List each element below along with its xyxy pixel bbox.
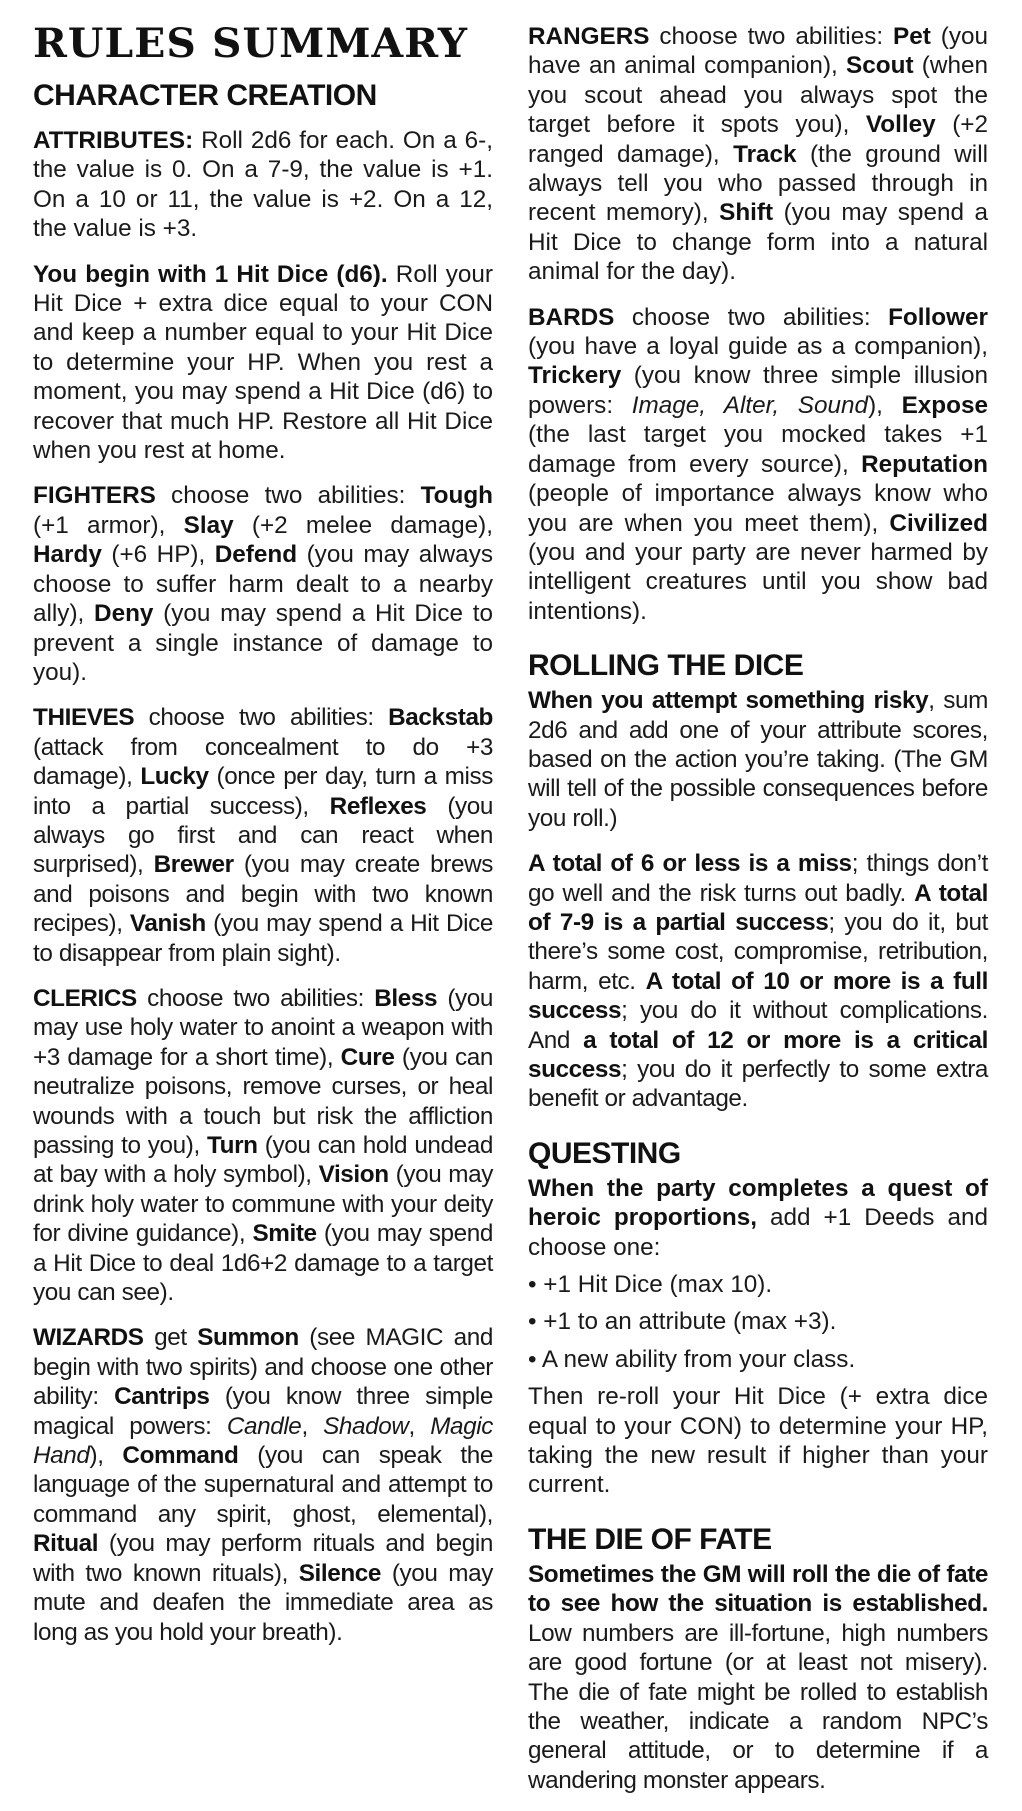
ability-name: Scout	[846, 52, 914, 80]
ability-text: (you have a loyal guide as a companion),	[528, 333, 988, 361]
rule-emphasis: a total of 12 or more is a critical success	[528, 1026, 988, 1083]
ability-name: Smite	[252, 1220, 317, 1248]
ability-text: (you may spend a Hit Dice to change form into a natural animal for the day).	[528, 199, 988, 286]
ability-name: Ritual	[33, 1530, 99, 1558]
intro-text: choose two abilities:	[134, 704, 389, 732]
ability-name: Volley	[865, 111, 936, 139]
ability-text: (+6 HP),	[101, 541, 215, 569]
ability-text: (you may mute and deafen the immediate area as long as you hold your breath).	[33, 1559, 493, 1646]
die-of-fate-paragraph	[528, 1560, 988, 1795]
ability-text: (you may drink holy water to commune with your deity for divine guidance),	[33, 1161, 493, 1248]
ability-text: (you may perform rituals and begin with two known rituals),	[33, 1530, 493, 1587]
ability-name: Cantrips	[114, 1383, 210, 1411]
class-name: CLERICS	[33, 984, 137, 1012]
questing-option: • A new ability from your class.	[528, 1345, 856, 1373]
class-name: WIZARDS	[33, 1324, 144, 1352]
ability-name: Brewer	[153, 851, 234, 879]
ability-name: Vanish	[129, 910, 206, 938]
ability-text: (people of importance always know who you are when you meet them),	[528, 480, 988, 537]
power-name: Candle	[226, 1412, 302, 1440]
ability-text: (the ground will always tell you who passed through in recent memory),	[528, 140, 988, 227]
wizards-paragraph	[33, 1323, 493, 1646]
ability-text: (you know three simple illusion powers:	[528, 362, 988, 419]
separator: ,	[301, 1412, 324, 1440]
rule-text: , sum 2d6 and add one of your attribute scores, based on the action you’re taking. (The GM will tell of the possible consequences before you roll.)	[528, 687, 988, 832]
ability-text: (the last target you mocked takes +1 damage from every source),	[528, 421, 988, 478]
ability-name: Track	[733, 140, 797, 168]
questing-intro	[528, 1174, 988, 1262]
ability-name: Silence	[298, 1559, 382, 1587]
attributes-text: Roll 2d6 for each. On a 6-, the value is 0. On a 7-9, the value is +1. On a 10 or 11, the value is +2. On a 12, the value is +3.	[33, 127, 493, 243]
thieves-paragraph	[33, 703, 493, 968]
fighters-paragraph	[33, 481, 493, 687]
ability-text: (you may use holy water to anoint a weapon with +3 damage for a short time),	[33, 984, 494, 1071]
ability-name: Hardy	[33, 541, 102, 569]
ability-text: (once per day, turn a miss into a partial success),	[33, 763, 493, 820]
intro-text: choose two abilities:	[136, 984, 375, 1012]
ability-name: Summon	[197, 1324, 299, 1352]
ability-text: (you may spend a Hit Dice to deal 1d6+2 damage to a target you can see).	[33, 1220, 493, 1307]
ability-text: (+1 armor),	[33, 511, 184, 539]
hit-dice-paragraph	[33, 260, 493, 466]
ability-name: Reflexes	[329, 792, 427, 820]
ability-text: (you may spend a Hit Dice to prevent a single instance of damage to you).	[33, 600, 493, 686]
ability-text: (you may spend a Hit Dice to disappear from plain sight).	[33, 910, 493, 967]
left-column	[33, 20, 493, 1663]
die-of-fate-heading: THE DIE OF FATE	[528, 1522, 772, 1556]
ability-text: (you can neutralize poisons, remove curses, or heal wounds with a touch but risk the affliction passing to you),	[33, 1043, 493, 1159]
class-name: THIEVES	[33, 704, 135, 732]
ability-text: (you have an animal companion),	[528, 23, 988, 80]
page-title: RULES SUMMARY	[33, 20, 469, 67]
ability-name: Follower	[888, 303, 988, 331]
right-column	[528, 22, 988, 1811]
intro-text: choose two abilities:	[649, 23, 894, 50]
ability-name: Command	[122, 1442, 239, 1470]
intro-text: choose two abilities:	[614, 303, 889, 331]
class-name: BARDS	[528, 303, 615, 331]
bards-paragraph	[528, 303, 988, 626]
ability-name: Trickery	[528, 362, 622, 390]
ability-name: Shift	[719, 199, 774, 227]
ability-name: Bless	[374, 984, 438, 1012]
ability-name: Defend	[214, 541, 298, 569]
rule-text: Low numbers are ill-fortune, high numbers are good fortune (or at least not misery). The die of fate might be rolled to establish the weather, indicate a random NPC’s general attitude, or to determine if a wandering monster appears.	[528, 1619, 988, 1794]
ability-name: Cure	[340, 1043, 395, 1071]
rule-text: ; things don’t go well and the risk turns out badly.	[528, 850, 988, 907]
rolling-paragraph-1	[528, 686, 988, 833]
ability-name: Slay	[183, 511, 234, 539]
questing-option: • +1 Hit Dice (max 10).	[528, 1271, 773, 1299]
ability-text: (when you scout ahead you always spot the target before it spots you),	[528, 52, 988, 139]
ability-name: Reputation	[861, 450, 988, 478]
hit-dice-label: You begin with 1 Hit Dice (d6).	[33, 260, 388, 288]
ability-text: (you always go first and can react when surprised),	[33, 792, 493, 879]
ability-text: (+2 ranged damage),	[528, 111, 989, 168]
ability-text: (you may always choose to suffer harm dealt to a nearby ally),	[33, 541, 493, 628]
rolling-dice-heading: ROLLING THE DICE	[528, 649, 804, 683]
class-name: FIGHTERS	[33, 482, 156, 510]
attributes-label: ATTRIBUTES:	[33, 127, 194, 154]
rule-emphasis: A total of 6 or less is a miss	[528, 850, 852, 878]
ability-name: Lucky	[140, 763, 209, 791]
ability-text: ),	[89, 1442, 123, 1470]
power-name: Magic Hand	[33, 1412, 493, 1470]
class-name: RANGERS	[528, 23, 650, 50]
ability-text: (+2 melee damage),	[233, 511, 493, 539]
rule-text: add +1 Deeds and choose one:	[528, 1204, 988, 1261]
rule-text: ; you do it, but there’s some cost, compromise, retribution, harm, etc.	[528, 908, 988, 995]
questing-outro: Then re-roll your Hit Dice (+ extra dice equal to your CON) to determine your HP, taking the new result if higher than your current.	[528, 1383, 988, 1499]
rule-emphasis: A total of 10 or more is a full success	[528, 967, 989, 1025]
ability-name: Vision	[318, 1161, 389, 1189]
attributes-paragraph	[33, 126, 493, 244]
ability-name: Pet	[893, 23, 931, 50]
rolling-paragraph-2	[528, 849, 988, 1114]
ability-text: (you may create brews and poisons and begin with two known recipes),	[33, 851, 493, 938]
questing-option: • +1 to an attribute (max +3).	[528, 1308, 837, 1336]
clerics-paragraph	[33, 984, 493, 1307]
rule-emphasis: A total of 7-9 is a partial success	[528, 879, 988, 936]
character-creation-heading: CHARACTER CREATION	[33, 79, 377, 112]
rule-emphasis: When the party completes a quest of heroic proportions,	[528, 1174, 988, 1232]
rangers-paragraph	[528, 22, 988, 287]
ability-text: (see MAGIC and begin with two spirits) and choose one other ability:	[33, 1324, 493, 1411]
rule-text: ; you do it perfectly to some extra benefit or advantage.	[528, 1056, 988, 1113]
rule-text: ; you do it without complications. And	[528, 997, 988, 1054]
ability-text: (attack from concealment to do +3 damage),	[33, 733, 493, 791]
rule-emphasis: When you attempt something risky	[528, 687, 929, 715]
ability-name: Turn	[207, 1132, 258, 1159]
power-list: Image, Alter, Sound	[631, 391, 869, 419]
ability-name: Civilized	[889, 509, 988, 537]
ability-text: (you and your party are never harmed by intelligent creatures until you show bad intentions).	[528, 538, 988, 625]
ability-text: ),	[868, 391, 902, 419]
ability-text: (you can hold undead at bay with a holy symbol),	[33, 1132, 493, 1189]
intro-text: get	[143, 1324, 198, 1352]
separator: ,	[408, 1412, 431, 1440]
questing-heading: QUESTING	[528, 1136, 681, 1170]
hit-dice-text: Roll your Hit Dice + extra dice equal to your CON and keep a number equal to your Hit Dice to determine your HP. When you rest a moment, you may spend a Hit Dice (d6) to recover that much HP. Restore all Hit Dice when you rest at home.	[33, 260, 494, 465]
ability-text: (you can speak the language of the supernatural and attempt to command any spirit, ghost, elemental),	[33, 1442, 493, 1528]
ability-text: (you know three simple magical powers:	[33, 1383, 493, 1440]
intro-text: choose two abilities:	[155, 482, 421, 510]
rule-emphasis: Sometimes the GM will roll the die of fate to see how the situation is established.	[528, 1560, 988, 1618]
ability-name: Tough	[420, 482, 493, 510]
ability-name: Backstab	[388, 704, 493, 732]
ability-name: Expose	[901, 391, 988, 419]
power-name: Shadow	[323, 1412, 409, 1440]
ability-name: Deny	[94, 600, 154, 628]
